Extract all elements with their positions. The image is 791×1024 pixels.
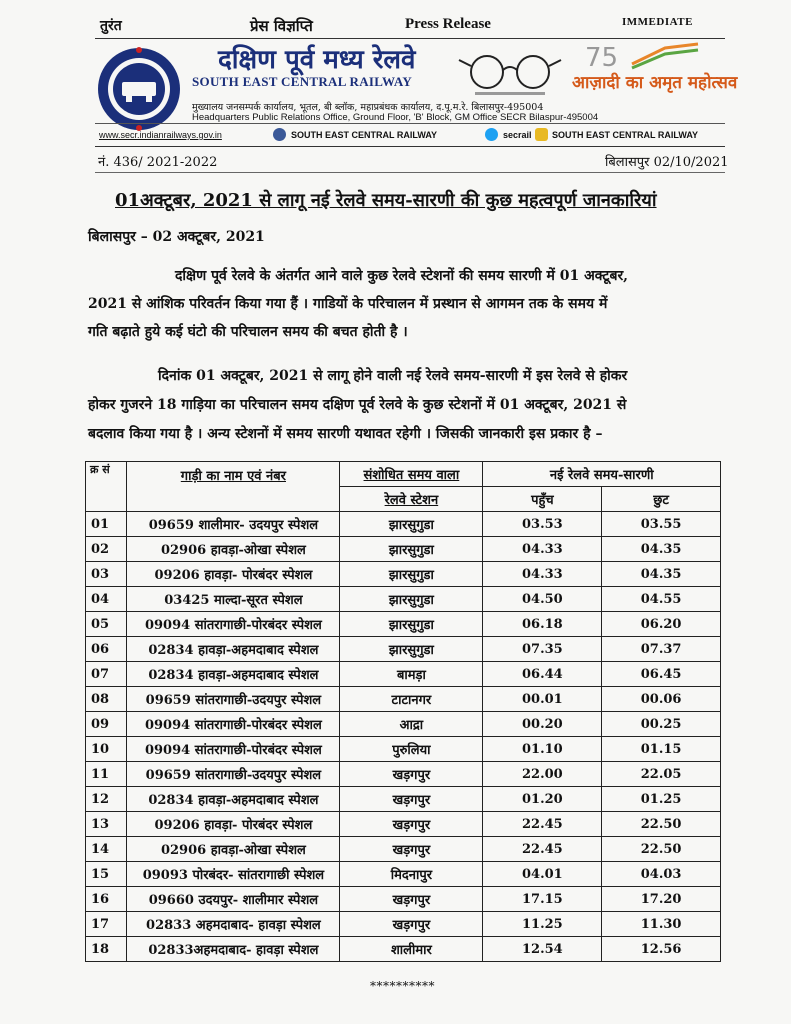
station-cell: खड़गपुर — [340, 812, 483, 837]
train-cell: 09093 पोरबंदर- सांतरागाछी स्पेशल — [127, 862, 340, 887]
immediate-label: IMMEDIATE — [622, 16, 693, 28]
departure-cell: 22.50 — [602, 837, 721, 862]
serial-cell: 14 — [86, 837, 127, 862]
divider — [95, 172, 725, 173]
arrival-cell: 00.01 — [483, 687, 602, 712]
table-row — [86, 937, 721, 962]
table-row — [86, 762, 721, 787]
arrival-cell: 04.50 — [483, 587, 602, 612]
arrival-cell: 03.53 — [483, 512, 602, 537]
paragraph-2-line-1: दिनांक 01 अक्टूबर, 2021 से लागू होने वाली नई रेलवे समय-सारणी में इस रेलवे से होकर — [158, 368, 628, 384]
arrival-cell: 04.01 — [483, 862, 602, 887]
train-cell: 02834 हावड़ा-अहमदाबाद स्पेशल — [127, 662, 340, 687]
serial-cell: 08 — [86, 687, 127, 712]
paragraph-1-line-2: 2021 से आंशिक परिवर्तन किया गया हैं । गाडियों के परिचालन में प्रस्थान से आगमन तक के समय में — [88, 296, 608, 312]
end-marker: ********** — [370, 979, 435, 993]
station-cell: झारसुगुडा — [340, 512, 483, 537]
arrival-cell: 12.54 — [483, 937, 602, 962]
page-title: 01अक्टूबर, 2021 से लागू नई रेलवे समय-सारणी की कुछ महत्वपूर्ण जानकारियां — [115, 190, 657, 211]
arrival-cell: 11.25 — [483, 912, 602, 937]
arrival-cell: 06.18 — [483, 612, 602, 637]
train-cell: 03425 माल्दा-सूरत स्पेशल — [127, 587, 340, 612]
train-cell: 02834 हावड़ा-अहमदाबाद स्पेशल — [127, 637, 340, 662]
azadi-ka-amrit-mahotsav-logo — [570, 40, 738, 110]
train-cell: 02833अहमदाबाद- हावड़ा स्पेशल — [127, 937, 340, 962]
arrival-cell: 22.45 — [483, 812, 602, 837]
website-link[interactable]: www.secr.indianrailways.gov.in — [99, 130, 222, 140]
arrival-cell: 00.20 — [483, 712, 602, 737]
table-row — [86, 887, 721, 912]
table-row — [86, 912, 721, 937]
serial-cell: 09 — [86, 712, 127, 737]
arrival-cell: 04.33 — [483, 562, 602, 587]
facebook-icon — [273, 128, 286, 141]
departure-cell: 17.20 — [602, 887, 721, 912]
serial-cell: 03 — [86, 562, 127, 587]
station-cell: झारसुगुडा — [340, 562, 483, 587]
table-row — [86, 637, 721, 662]
departure-cell: 12.56 — [602, 937, 721, 962]
train-cell: 09659 सांतरागाछी-उदयपुर स्पेशल — [127, 762, 340, 787]
table-row — [86, 787, 721, 812]
timetable-body — [86, 512, 721, 962]
table-row — [86, 537, 721, 562]
paragraph-2-line-3: बदलाव किया गया है । अन्य स्टेशनों में समय सारणी यथावत रहेगी । जिसकी जानकारी इस प्रकार है – — [88, 426, 603, 442]
train-cell: 09094 सांतरागाछी-पोरबंदर स्पेशल — [127, 612, 340, 637]
column-header-station-line1: संशोधित समय वाला — [340, 462, 483, 487]
train-cell: 09094 सांतरागाछी-पोरबंदर स्पेशल — [127, 737, 340, 762]
table-row — [86, 812, 721, 837]
reference-number: नं. 436/ 2021-2022 — [98, 155, 218, 170]
table-row — [86, 562, 721, 587]
table-row — [86, 662, 721, 687]
serial-cell: 18 — [86, 937, 127, 962]
azadi-hindi-text: आज़ादी का अमृत महोत्सव — [572, 73, 738, 93]
departure-cell: 00.06 — [602, 687, 721, 712]
serial-cell: 11 — [86, 762, 127, 787]
train-cell: 02906 हावड़ा-ओखा स्पेशल — [127, 837, 340, 862]
arrival-cell: 17.15 — [483, 887, 602, 912]
train-cell: 02906 हावड़ा-ओखा स्पेशल — [127, 537, 340, 562]
train-cell: 02833 अहमदाबाद- हावड़ा स्पेशल — [127, 912, 340, 937]
arrival-cell: 06.44 — [483, 662, 602, 687]
koo-icon — [535, 128, 548, 141]
arrival-cell: 01.10 — [483, 737, 602, 762]
station-cell: खड़गपुर — [340, 912, 483, 937]
station-cell: खड़गपुर — [340, 787, 483, 812]
train-cell: 09659 सांतरागाछी-उदयपुर स्पेशल — [127, 687, 340, 712]
station-cell: झारसुगुडा — [340, 637, 483, 662]
table-row — [86, 512, 721, 537]
departure-cell: 22.50 — [602, 812, 721, 837]
departure-cell: 22.05 — [602, 762, 721, 787]
departure-cell: 06.20 — [602, 612, 721, 637]
dateline: बिलासपुर – 02 अक्टूबर, 2021 — [88, 229, 265, 245]
station-cell: टाटानगर — [340, 687, 483, 712]
divider — [95, 38, 725, 39]
divider — [95, 123, 725, 124]
serial-cell: 06 — [86, 637, 127, 662]
paragraph-2-line-2: होकर गुजरने 18 गाड़िया का परिचालन समय दक्षिण पूर्व रेलवे के कुछ स्टेशनों में 01 अक्टूबर, 2021 से — [88, 397, 627, 413]
serial-cell: 13 — [86, 812, 127, 837]
paragraph-1-line-3: गति बढ़ाते हुये कई घंटो की परिचालन समय की बचत होती है । — [88, 324, 408, 340]
column-header-serial: क्र सं — [86, 462, 127, 512]
departure-cell: 11.30 — [602, 912, 721, 937]
top-header-bar — [90, 16, 730, 38]
table-row — [86, 862, 721, 887]
timetable-table — [85, 461, 721, 962]
press-release-label: Press Release — [405, 16, 491, 32]
serial-cell: 15 — [86, 862, 127, 887]
departure-cell: 01.15 — [602, 737, 721, 762]
koo-link[interactable]: SOUTH EAST CENTRAL RAILWAY — [552, 130, 699, 140]
reference-date: बिलासपुर 02/10/2021 — [605, 155, 729, 170]
paragraph-1-line-1: दक्षिण पूर्व रेलवे के अंतर्गत आने वाले कुछ रेलवे स्टेशनों की समय सारणी में 01 अक्टूबर, — [175, 268, 629, 284]
station-cell: झारसुगुडा — [340, 587, 483, 612]
departure-cell: 01.25 — [602, 787, 721, 812]
railway-name-hindi: दक्षिण पूर्व मध्य रेलवे — [218, 45, 416, 75]
departure-cell: 03.55 — [602, 512, 721, 537]
serial-cell: 02 — [86, 537, 127, 562]
arrival-cell: 04.33 — [483, 537, 602, 562]
departure-cell: 04.35 — [602, 562, 721, 587]
table-row — [86, 712, 721, 737]
column-header-new-timetable: नई रेलवे समय-सारणी — [483, 462, 721, 487]
train-cell: 09206 हावड़ा- पोरबंदर स्पेशल — [127, 812, 340, 837]
column-header-arrival: पहुँच — [483, 487, 602, 512]
serial-cell: 12 — [86, 787, 127, 812]
train-cell: 09659 शालीमार- उदयपुर स्पेशल — [127, 512, 340, 537]
serial-cell: 16 — [86, 887, 127, 912]
serial-cell: 05 — [86, 612, 127, 637]
address-english: Headquarters Public Relations Office, Ground Floor, 'B' Block, GM Office SECR Bilaspur-495004 — [192, 112, 599, 123]
svg-text:75: 75 — [585, 43, 619, 73]
arrival-cell: 22.00 — [483, 762, 602, 787]
serial-cell: 17 — [86, 912, 127, 937]
serial-cell: 10 — [86, 737, 127, 762]
column-header-train: गाड़ी का नाम एवं नंबर — [127, 462, 340, 512]
station-cell: खड़गपुर — [340, 837, 483, 862]
serial-cell: 07 — [86, 662, 127, 687]
table-row — [86, 612, 721, 637]
address-hindi: मुख्यालय जनसम्पर्क कार्यालय, भूतल, बी ब्लॉक, महाप्रबंधक कार्यालय, द.पू.म.रे. बिलासपुर-495004 — [192, 102, 544, 113]
departure-cell: 04.03 — [602, 862, 721, 887]
arrival-cell: 01.20 — [483, 787, 602, 812]
indian-railways-logo — [96, 46, 182, 132]
station-cell: शालीमार — [340, 937, 483, 962]
table-row — [86, 587, 721, 612]
table-row — [86, 737, 721, 762]
arrival-cell: 22.45 — [483, 837, 602, 862]
train-cell: 09094 सांतरागाछी-पोरबंदर स्पेशल — [127, 712, 340, 737]
station-cell: बामड़ा — [340, 662, 483, 687]
column-header-departure: छुट — [602, 487, 721, 512]
train-cell: 02834 हावड़ा-अहमदाबाद स्पेशल — [127, 787, 340, 812]
serial-cell: 04 — [86, 587, 127, 612]
immediate-hindi-label: तुरंत — [100, 18, 122, 34]
railway-name-english: SOUTH EAST CENTRAL RAILWAY — [192, 74, 413, 89]
station-cell: झारसुगुडा — [340, 612, 483, 637]
press-release-hindi-label: प्रेस विज्ञप्ति — [250, 17, 313, 35]
twitter-icon — [485, 128, 498, 141]
column-header-station-line2: रेलवे स्टेशन — [340, 487, 483, 512]
departure-cell: 04.35 — [602, 537, 721, 562]
divider — [95, 146, 725, 147]
station-cell: खड़गपुर — [340, 762, 483, 787]
train-cell: 09206 हावड़ा- पोरबंदर स्पेशल — [127, 562, 340, 587]
departure-cell: 07.37 — [602, 637, 721, 662]
station-cell: आद्रा — [340, 712, 483, 737]
departure-cell: 06.45 — [602, 662, 721, 687]
station-cell: पुरुलिया — [340, 737, 483, 762]
swachh-bharat-logo — [455, 50, 565, 100]
train-cell: 09660 उदयपुर- शालीमार स्पेशल — [127, 887, 340, 912]
station-cell: मिदनापुर — [340, 862, 483, 887]
station-cell: झारसुगुडा — [340, 537, 483, 562]
arrival-cell: 07.35 — [483, 637, 602, 662]
departure-cell: 00.25 — [602, 712, 721, 737]
social-links-bar — [95, 128, 735, 144]
facebook-link[interactable]: SOUTH EAST CENTRAL RAILWAY — [291, 130, 438, 140]
table-row — [86, 837, 721, 862]
twitter-link[interactable]: secrail — [503, 130, 532, 140]
table-row — [86, 687, 721, 712]
serial-cell: 01 — [86, 512, 127, 537]
station-cell: खड़गपुर — [340, 887, 483, 912]
departure-cell: 04.55 — [602, 587, 721, 612]
